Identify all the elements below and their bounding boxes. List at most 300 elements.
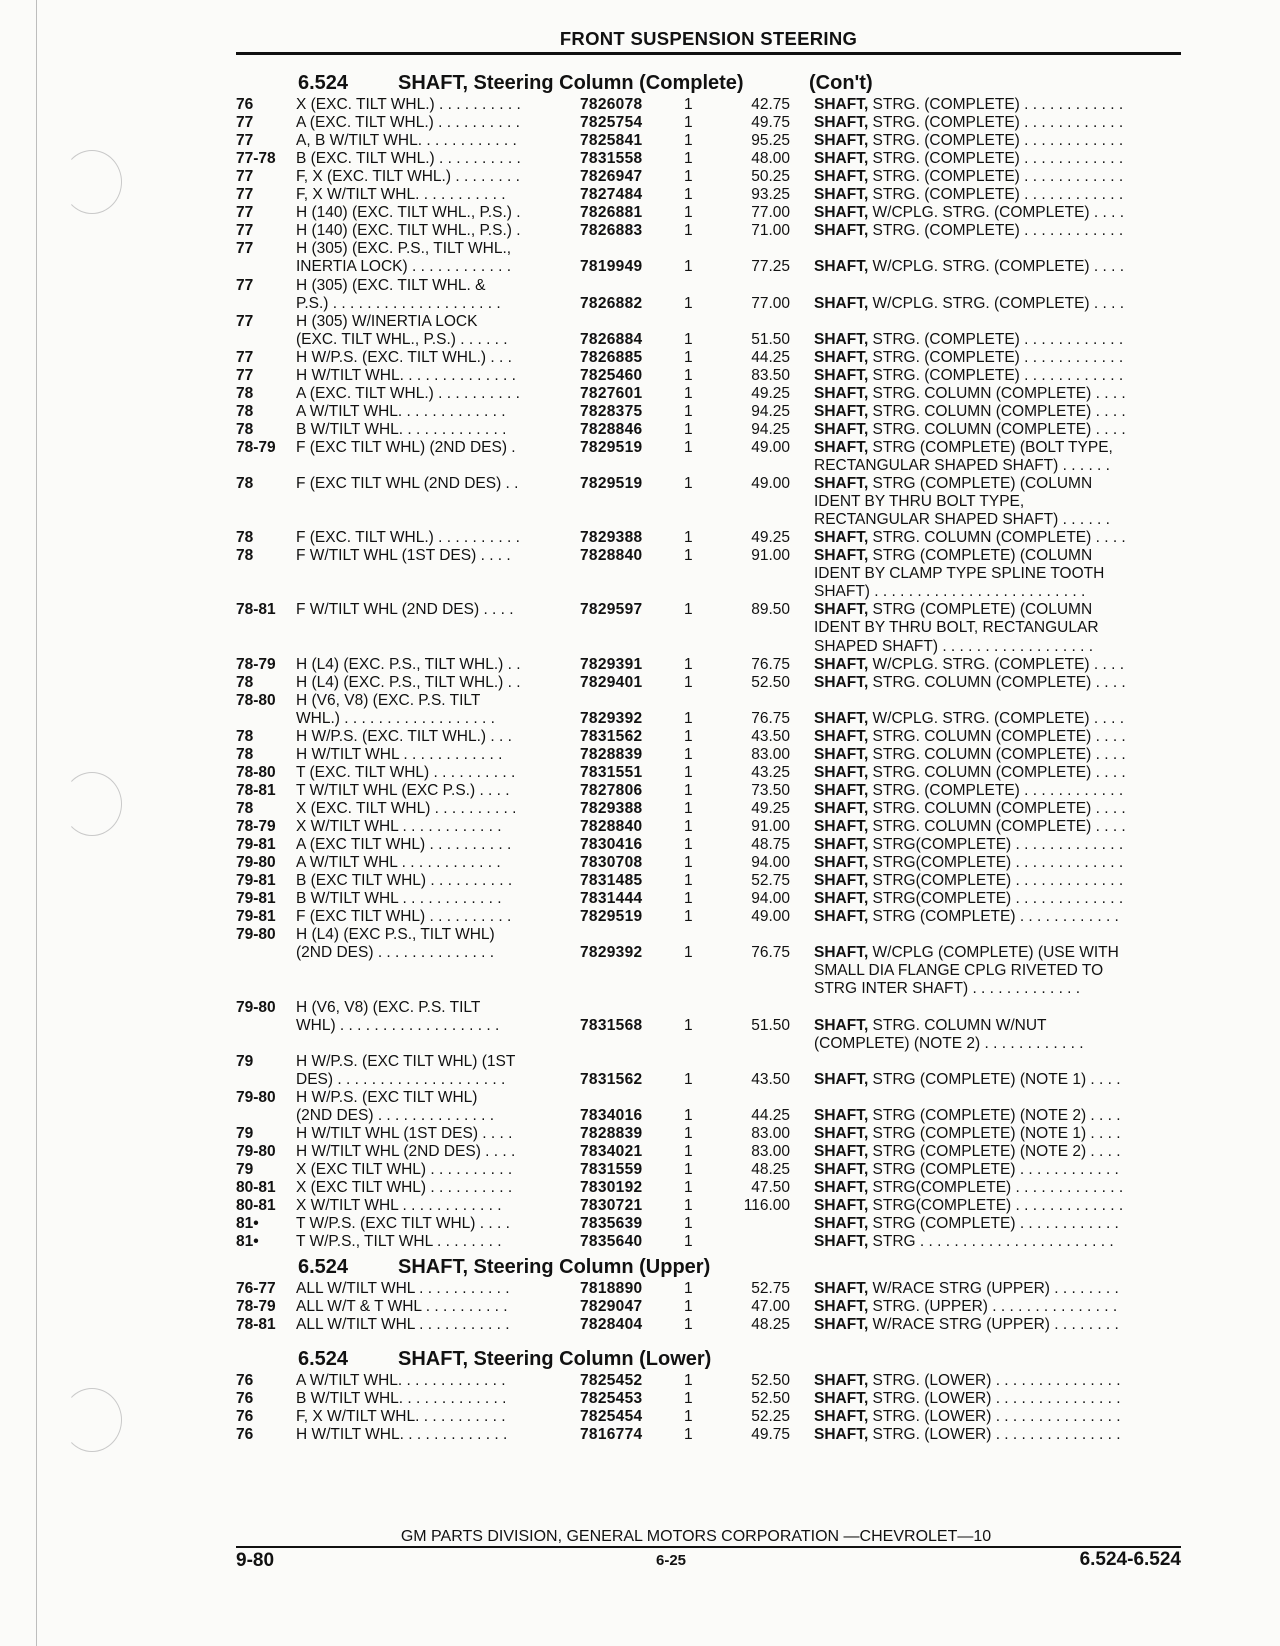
description-text: SMALL DIA FLANGE CPLG RIVETED TO xyxy=(814,962,1104,980)
table-row xyxy=(236,1143,1181,1161)
model-application: H (L4) (EXC. P.S., TILT WHL.) . . xyxy=(296,673,521,691)
model-application: (2ND DES) . . . . . . . . . . . . . . xyxy=(296,1106,495,1124)
description-text: STRG (COMPLETE) . . . . . . . . . . . . xyxy=(868,1160,1119,1178)
model-year: 80-81 xyxy=(236,1179,276,1196)
part-description xyxy=(814,638,1184,656)
part-number: 7828846 xyxy=(580,420,643,438)
description-noun: SHAFT, xyxy=(814,1215,869,1233)
part-description xyxy=(814,1179,1184,1197)
quantity: 1 xyxy=(684,709,693,727)
model-year: 76 xyxy=(236,96,254,113)
description-noun: SHAFT, xyxy=(814,168,869,186)
description-noun: SHAFT, xyxy=(814,132,869,150)
model-application: H (L4) (EXC. P.S., TILT WHL.) . . xyxy=(296,655,521,673)
list-price: 76.75 xyxy=(751,709,790,727)
table-row xyxy=(236,583,1181,601)
model-year: 78-80 xyxy=(236,763,276,781)
quantity: 1 xyxy=(684,781,693,799)
model-year: 79 xyxy=(236,1052,254,1070)
quantity: 1 xyxy=(684,727,693,745)
table-row xyxy=(236,1053,1181,1071)
description-text: STRG. COLUMN (COMPLETE) . . . . xyxy=(868,799,1126,817)
description-text: STRG. (COMPLETE) . . . . . . . . . . . . xyxy=(868,150,1124,168)
table-row xyxy=(236,403,1181,421)
list-price: 49.75 xyxy=(751,114,790,132)
quantity: 1 xyxy=(684,529,693,547)
model-year: 79-81 xyxy=(236,890,276,908)
list-price: 48.00 xyxy=(751,150,790,168)
model-application: H (305) (EXC. TILT WHL. & xyxy=(296,276,486,294)
list-price: 83.00 xyxy=(751,1124,790,1142)
section-title: SHAFT, Steering Column (Upper) xyxy=(398,1256,711,1278)
quantity: 1 xyxy=(684,96,693,113)
model-application: ALL W/T & T WHL . . . . . . . . . . xyxy=(296,1298,508,1315)
table-row xyxy=(236,1071,1181,1089)
part-number: 7829388 xyxy=(580,799,643,817)
table-row xyxy=(236,728,1181,746)
description-noun: SHAFT, xyxy=(814,872,869,890)
quantity: 1 xyxy=(684,1142,693,1160)
part-description xyxy=(814,854,1184,872)
part-number: 7825754 xyxy=(580,114,643,132)
description-noun: SHAFT, xyxy=(814,745,869,763)
table-row xyxy=(236,1426,1181,1444)
model-application: B W/TILT WHL. . . . . . . . . . . . . xyxy=(296,420,507,438)
part-number: 7829519 xyxy=(580,908,643,926)
page-header-title: FRONT SUSPENSION STEERING xyxy=(559,28,858,49)
model-year: 78-80 xyxy=(236,691,276,709)
part-number: 7825452 xyxy=(580,1372,643,1389)
table-row xyxy=(236,764,1181,782)
part-description xyxy=(814,1215,1184,1233)
model-year: 79-80 xyxy=(236,998,276,1016)
model-year: 78-79 xyxy=(236,655,276,673)
list-price: 49.00 xyxy=(751,908,790,926)
list-price: 52.50 xyxy=(751,673,790,691)
part-number: 7831562 xyxy=(580,727,643,745)
model-year: 77 xyxy=(236,276,254,294)
description-noun: SHAFT, xyxy=(814,854,869,872)
part-number: 7834016 xyxy=(580,1106,643,1124)
description-noun: SHAFT, xyxy=(814,186,869,204)
description-text: W/CPLG. STRG. (COMPLETE) . . . . xyxy=(868,655,1125,673)
model-year: 78 xyxy=(236,799,254,817)
model-year: 79-81 xyxy=(236,836,276,854)
list-price: 52.75 xyxy=(751,1280,790,1297)
part-number: 7828839 xyxy=(580,745,643,763)
description-text: STRG (COMPLETE) . . . . . . . . . . . . xyxy=(868,908,1119,926)
description-text: STRG. (COMPLETE) . . . . . . . . . . . . xyxy=(868,132,1124,150)
table-row xyxy=(236,836,1181,854)
description-noun: SHAFT, xyxy=(814,529,869,547)
description-text: STRG(COMPLETE) . . . . . . . . . . . . . xyxy=(868,872,1124,890)
quantity: 1 xyxy=(684,1233,693,1251)
description-text: STRG. COLUMN (COMPLETE) . . . . xyxy=(868,673,1126,691)
header-rule xyxy=(236,52,1181,55)
description-noun: SHAFT, xyxy=(814,727,869,745)
part-number: 7829388 xyxy=(580,529,643,547)
model-application: F (EXC TILT WHL) (2ND DES) . xyxy=(296,438,516,456)
quantity: 1 xyxy=(684,1070,693,1088)
description-text: STRG (COMPLETE) (COLUMN xyxy=(868,601,1093,619)
description-text: STRG. (COMPLETE) . . . . . . . . . . . . xyxy=(868,222,1124,240)
model-year: 81• xyxy=(236,1215,259,1233)
description-text: W/RACE STRG (UPPER) . . . . . . . . xyxy=(868,1316,1119,1333)
part-description xyxy=(814,204,1184,222)
quantity: 1 xyxy=(684,944,693,962)
table-row xyxy=(236,132,1181,150)
description-text: STRG(COMPLETE) . . . . . . . . . . . . . xyxy=(868,890,1124,908)
model-application: B W/TILT WHL. . . . . . . . . . . . . xyxy=(296,1390,507,1407)
table-row xyxy=(236,782,1181,800)
description-text: (COMPLETE) (NOTE 2) . . . . . . . . . . . . xyxy=(814,1034,1084,1052)
description-noun: SHAFT, xyxy=(814,673,869,691)
table-row xyxy=(236,926,1181,944)
table-row xyxy=(236,1035,1181,1053)
table-row xyxy=(236,1017,1181,1035)
model-year: 78-81 xyxy=(236,781,276,799)
list-price: 52.25 xyxy=(751,1408,790,1425)
quantity: 1 xyxy=(684,222,693,240)
part-number: 7829519 xyxy=(580,438,643,456)
model-application: A (EXC. TILT WHL.) . . . . . . . . . . xyxy=(296,384,520,402)
model-application: H (140) (EXC. TILT WHL., P.S.) . xyxy=(296,204,521,222)
part-number: 7826884 xyxy=(580,330,643,348)
model-application: B (EXC TILT WHL) . . . . . . . . . . xyxy=(296,872,513,890)
part-number: 7827601 xyxy=(580,384,643,402)
part-number: 7828375 xyxy=(580,402,643,420)
part-description xyxy=(814,800,1184,818)
page-number: 6-25 xyxy=(656,1552,687,1569)
description-noun: SHAFT, xyxy=(814,1106,869,1124)
list-price: 94.00 xyxy=(751,854,790,872)
model-application: H W/P.S. (EXC TILT WHL) (1ST xyxy=(296,1052,516,1070)
model-application: H W/TILT WHL . . . . . . . . . . . . xyxy=(296,745,503,763)
part-description xyxy=(814,114,1184,132)
part-number: 7831559 xyxy=(580,1160,643,1178)
part-description xyxy=(814,132,1184,150)
description-noun: SHAFT, xyxy=(814,1426,869,1443)
list-price: 49.75 xyxy=(751,1426,790,1443)
description-text: W/CPLG. STRG. (COMPLETE) . . . . xyxy=(868,294,1125,312)
model-year: 76 xyxy=(236,1408,254,1425)
part-description xyxy=(814,908,1184,926)
punch-hole xyxy=(62,1388,122,1452)
model-application: X (EXC TILT WHL) . . . . . . . . . . xyxy=(296,1160,513,1178)
description-noun: SHAFT, xyxy=(814,781,869,799)
model-year: 79-80 xyxy=(236,926,276,944)
part-description xyxy=(814,421,1184,439)
part-number: 7831551 xyxy=(580,763,643,781)
section-number: 6.524 xyxy=(298,72,349,94)
model-year: 77 xyxy=(236,204,254,222)
part-description xyxy=(814,583,1184,601)
list-price: 77.25 xyxy=(751,258,790,276)
description-noun: SHAFT, xyxy=(814,366,869,384)
table-row xyxy=(236,96,1181,114)
part-description xyxy=(814,457,1184,475)
description-noun: SHAFT, xyxy=(814,890,869,908)
part-number: 7831558 xyxy=(580,150,643,168)
quantity: 1 xyxy=(684,186,693,204)
table-row xyxy=(236,421,1181,439)
part-description xyxy=(814,403,1184,421)
part-number: 7827484 xyxy=(580,186,643,204)
table-row xyxy=(236,385,1181,403)
table-row xyxy=(236,529,1181,547)
list-price: 95.25 xyxy=(751,132,790,150)
description-text: STRG (COMPLETE) (COLUMN xyxy=(868,547,1093,565)
quantity: 1 xyxy=(684,384,693,402)
description-noun: SHAFT, xyxy=(814,294,869,312)
model-application: H W/P.S. (EXC. TILT WHL.) . . . xyxy=(296,348,512,366)
quantity: 1 xyxy=(684,1390,693,1407)
list-price: 50.25 xyxy=(751,168,790,186)
part-description xyxy=(814,367,1184,385)
table-row xyxy=(236,1179,1181,1197)
description-text: SHAPED SHAFT) . . . . . . . . . . . . . . . . . . xyxy=(814,637,1094,655)
part-number: 7828839 xyxy=(580,1124,643,1142)
model-application: F W/TILT WHL (2ND DES) . . . . xyxy=(296,601,514,619)
list-price: 89.50 xyxy=(751,601,790,619)
table-row xyxy=(236,1233,1181,1251)
description-noun: SHAFT, xyxy=(814,330,869,348)
model-application: X (EXC. TILT WHL) . . . . . . . . . . xyxy=(296,799,517,817)
quantity: 1 xyxy=(684,1372,693,1389)
list-price: 83.00 xyxy=(751,745,790,763)
part-description xyxy=(814,222,1184,240)
model-application: F, X W/TILT WHL. . . . . . . . . . . xyxy=(296,1408,506,1425)
part-number: 7818890 xyxy=(580,1280,643,1297)
description-text: STRG. COLUMN (COMPLETE) . . . . xyxy=(868,745,1126,763)
part-number: 7826882 xyxy=(580,294,643,312)
table-row xyxy=(236,240,1181,258)
section-number: 6.524 xyxy=(298,1348,349,1370)
list-price: 49.00 xyxy=(751,438,790,456)
table-row xyxy=(236,547,1181,565)
model-application: ALL W/TILT WHL . . . . . . . . . . . xyxy=(296,1316,510,1333)
part-description xyxy=(814,619,1184,637)
part-description xyxy=(814,782,1184,800)
description-text: STRG. (COMPLETE) . . . . . . . . . . . . xyxy=(868,168,1124,186)
quantity: 1 xyxy=(684,1124,693,1142)
list-price: 76.75 xyxy=(751,944,790,962)
table-row xyxy=(236,1280,1181,1298)
description-noun: SHAFT, xyxy=(814,709,869,727)
part-description xyxy=(814,258,1184,276)
model-application: T W/P.S. (EXC TILT WHL) . . . . xyxy=(296,1215,510,1233)
model-application: H (305) (EXC. P.S., TILT WHL., xyxy=(296,240,512,258)
description-text: W/CPLG (COMPLETE) (USE WITH xyxy=(868,944,1119,962)
part-description xyxy=(814,295,1184,313)
part-number: 7830192 xyxy=(580,1179,643,1196)
part-number: 7826078 xyxy=(580,96,643,113)
model-year: 76 xyxy=(236,1372,254,1389)
list-price: 52.50 xyxy=(751,1372,790,1389)
list-price: 77.00 xyxy=(751,204,790,222)
description-noun: SHAFT, xyxy=(814,1197,869,1215)
description-text: STRG. (COMPLETE) . . . . . . . . . . . . xyxy=(868,366,1124,384)
description-text: STRG (COMPLETE) (BOLT TYPE, xyxy=(868,438,1113,456)
model-application: H W/P.S. (EXC. TILT WHL.) . . . xyxy=(296,727,512,745)
description-noun: SHAFT, xyxy=(814,1160,869,1178)
table-row xyxy=(236,186,1181,204)
table-row xyxy=(236,980,1181,998)
quantity: 1 xyxy=(684,132,693,150)
list-price: 42.75 xyxy=(751,96,790,113)
model-year: 77 xyxy=(236,222,254,240)
part-description xyxy=(814,1197,1184,1215)
table-row xyxy=(236,890,1181,908)
part-number: 7826881 xyxy=(580,204,643,222)
quantity: 1 xyxy=(684,1179,693,1196)
part-description xyxy=(814,439,1184,457)
description-noun: SHAFT, xyxy=(814,1372,869,1389)
model-application: H W/P.S. (EXC TILT WHL) xyxy=(296,1088,478,1106)
part-number: 7835640 xyxy=(580,1233,643,1251)
table-row xyxy=(236,818,1181,836)
description-text: STRG. COLUMN (COMPLETE) . . . . xyxy=(868,529,1126,547)
model-year: 79-81 xyxy=(236,872,276,890)
model-application: F (EXC. TILT WHL.) . . . . . . . . . . xyxy=(296,529,520,547)
description-text: STRG. (COMPLETE) . . . . . . . . . . . . xyxy=(868,781,1124,799)
part-description xyxy=(814,1408,1184,1426)
table-row xyxy=(236,710,1181,728)
model-application: A W/TILT WHL. . . . . . . . . . . . . xyxy=(296,402,506,420)
footer-date: 9-80 xyxy=(236,1550,275,1571)
model-application: WHL) . . . . . . . . . . . . . . . . . . . xyxy=(296,1016,500,1034)
description-text: STRG(COMPLETE) . . . . . . . . . . . . . xyxy=(868,854,1124,872)
list-price: 49.25 xyxy=(751,384,790,402)
model-application: B (EXC. TILT WHL.) . . . . . . . . . . xyxy=(296,150,521,168)
part-description xyxy=(814,674,1184,692)
model-application: F, X W/TILT WHL. . . . . . . . . . . xyxy=(296,186,506,204)
description-text: W/RACE STRG (UPPER) . . . . . . . . xyxy=(868,1280,1119,1297)
table-row xyxy=(236,854,1181,872)
model-application: F, X (EXC. TILT WHL.) . . . . . . . . xyxy=(296,168,520,186)
description-text: STRG. COLUMN (COMPLETE) . . . . xyxy=(868,402,1126,420)
table-row xyxy=(236,1372,1181,1390)
table-row xyxy=(236,872,1181,890)
description-text: STRG. (LOWER) . . . . . . . . . . . . . . . xyxy=(868,1390,1121,1407)
quantity: 1 xyxy=(684,908,693,926)
list-price: 73.50 xyxy=(751,781,790,799)
part-description xyxy=(814,511,1184,529)
part-description xyxy=(814,890,1184,908)
part-description xyxy=(814,980,1184,998)
list-price: 47.50 xyxy=(751,1179,790,1196)
table-row xyxy=(236,168,1181,186)
description-text: STRG. COLUMN W/NUT xyxy=(868,1016,1047,1034)
description-noun: SHAFT, xyxy=(814,96,869,113)
quantity: 1 xyxy=(684,1298,693,1315)
list-price: 94.25 xyxy=(751,420,790,438)
part-number: 7830416 xyxy=(580,836,643,854)
description-text: STRG (COMPLETE) (NOTE 2) . . . . xyxy=(868,1106,1121,1124)
part-number: 7827806 xyxy=(580,781,643,799)
model-year: 77 xyxy=(236,366,254,384)
model-year: 80-81 xyxy=(236,1197,276,1215)
quantity: 1 xyxy=(684,475,693,493)
quantity: 1 xyxy=(684,1016,693,1034)
model-year: 78 xyxy=(236,547,254,565)
table-row xyxy=(236,222,1181,240)
part-description xyxy=(814,1143,1184,1161)
description-noun: SHAFT, xyxy=(814,348,869,366)
list-price: 43.50 xyxy=(751,1070,790,1088)
model-application: H W/TILT WHL (2ND DES) . . . . xyxy=(296,1142,516,1160)
part-description xyxy=(814,1280,1184,1298)
part-number: 7830721 xyxy=(580,1197,643,1215)
model-application: A W/TILT WHL. . . . . . . . . . . . . xyxy=(296,1372,506,1389)
quantity: 1 xyxy=(684,601,693,619)
part-description xyxy=(814,656,1184,674)
list-price: 93.25 xyxy=(751,186,790,204)
list-price: 77.00 xyxy=(751,294,790,312)
list-price: 83.00 xyxy=(751,1142,790,1160)
description-noun: SHAFT, xyxy=(814,908,869,926)
part-description xyxy=(814,1161,1184,1179)
part-number: 7829392 xyxy=(580,709,643,727)
table-row xyxy=(236,493,1181,511)
quantity: 1 xyxy=(684,763,693,781)
model-application: A W/TILT WHL . . . . . . . . . . . . xyxy=(296,854,501,872)
quantity: 1 xyxy=(684,1197,693,1215)
model-application: X (EXC TILT WHL) . . . . . . . . . . xyxy=(296,1179,513,1196)
quantity: 1 xyxy=(684,1160,693,1178)
description-noun: SHAFT, xyxy=(814,601,869,619)
model-application: H (V6, V8) (EXC. P.S. TILT xyxy=(296,691,481,709)
part-description xyxy=(814,1125,1184,1143)
description-noun: SHAFT, xyxy=(814,402,869,420)
model-application: X W/TILT WHL . . . . . . . . . . . . xyxy=(296,818,502,835)
footer-group-range: 6.524-6.524 xyxy=(1079,1549,1181,1570)
model-application: H W/TILT WHL (1ST DES) . . . . xyxy=(296,1124,513,1142)
description-noun: SHAFT, xyxy=(814,475,869,493)
description-noun: SHAFT, xyxy=(814,150,869,168)
quantity: 1 xyxy=(684,1215,693,1233)
part-description xyxy=(814,186,1184,204)
model-application: F (EXC TILT WHL) . . . . . . . . . . xyxy=(296,908,512,926)
quantity: 1 xyxy=(684,547,693,565)
model-application: A (EXC TILT WHL) . . . . . . . . . . xyxy=(296,836,512,854)
part-description xyxy=(814,962,1184,980)
model-year: 78 xyxy=(236,529,254,547)
model-application: P.S.) . . . . . . . . . . . . . . . . . . . . xyxy=(296,294,501,312)
list-price: 91.00 xyxy=(751,547,790,565)
description-text: STRG. (LOWER) . . . . . . . . . . . . . . . xyxy=(868,1372,1121,1389)
description-noun: SHAFT, xyxy=(814,1016,869,1034)
list-price: 43.50 xyxy=(751,727,790,745)
table-row xyxy=(236,674,1181,692)
table-row xyxy=(236,1161,1181,1179)
part-description xyxy=(814,1390,1184,1408)
model-year: 76 xyxy=(236,1426,254,1443)
section-title: SHAFT, Steering Column (Lower) xyxy=(398,1348,712,1370)
model-year: 78 xyxy=(236,727,254,745)
part-number: 7828840 xyxy=(580,818,643,835)
description-noun: SHAFT, xyxy=(814,799,869,817)
model-application: B W/TILT WHL . . . . . . . . . . . . xyxy=(296,890,502,908)
part-number: 7825453 xyxy=(580,1390,643,1407)
table-row xyxy=(236,565,1181,583)
part-description xyxy=(814,601,1184,619)
part-number: 7825841 xyxy=(580,132,643,150)
quantity: 1 xyxy=(684,1408,693,1425)
description-text: STRG(COMPLETE) . . . . . . . . . . . . . xyxy=(868,1179,1124,1196)
description-text: STRG. COLUMN (COMPLETE) . . . . xyxy=(868,420,1126,438)
description-noun: SHAFT, xyxy=(814,1390,869,1407)
